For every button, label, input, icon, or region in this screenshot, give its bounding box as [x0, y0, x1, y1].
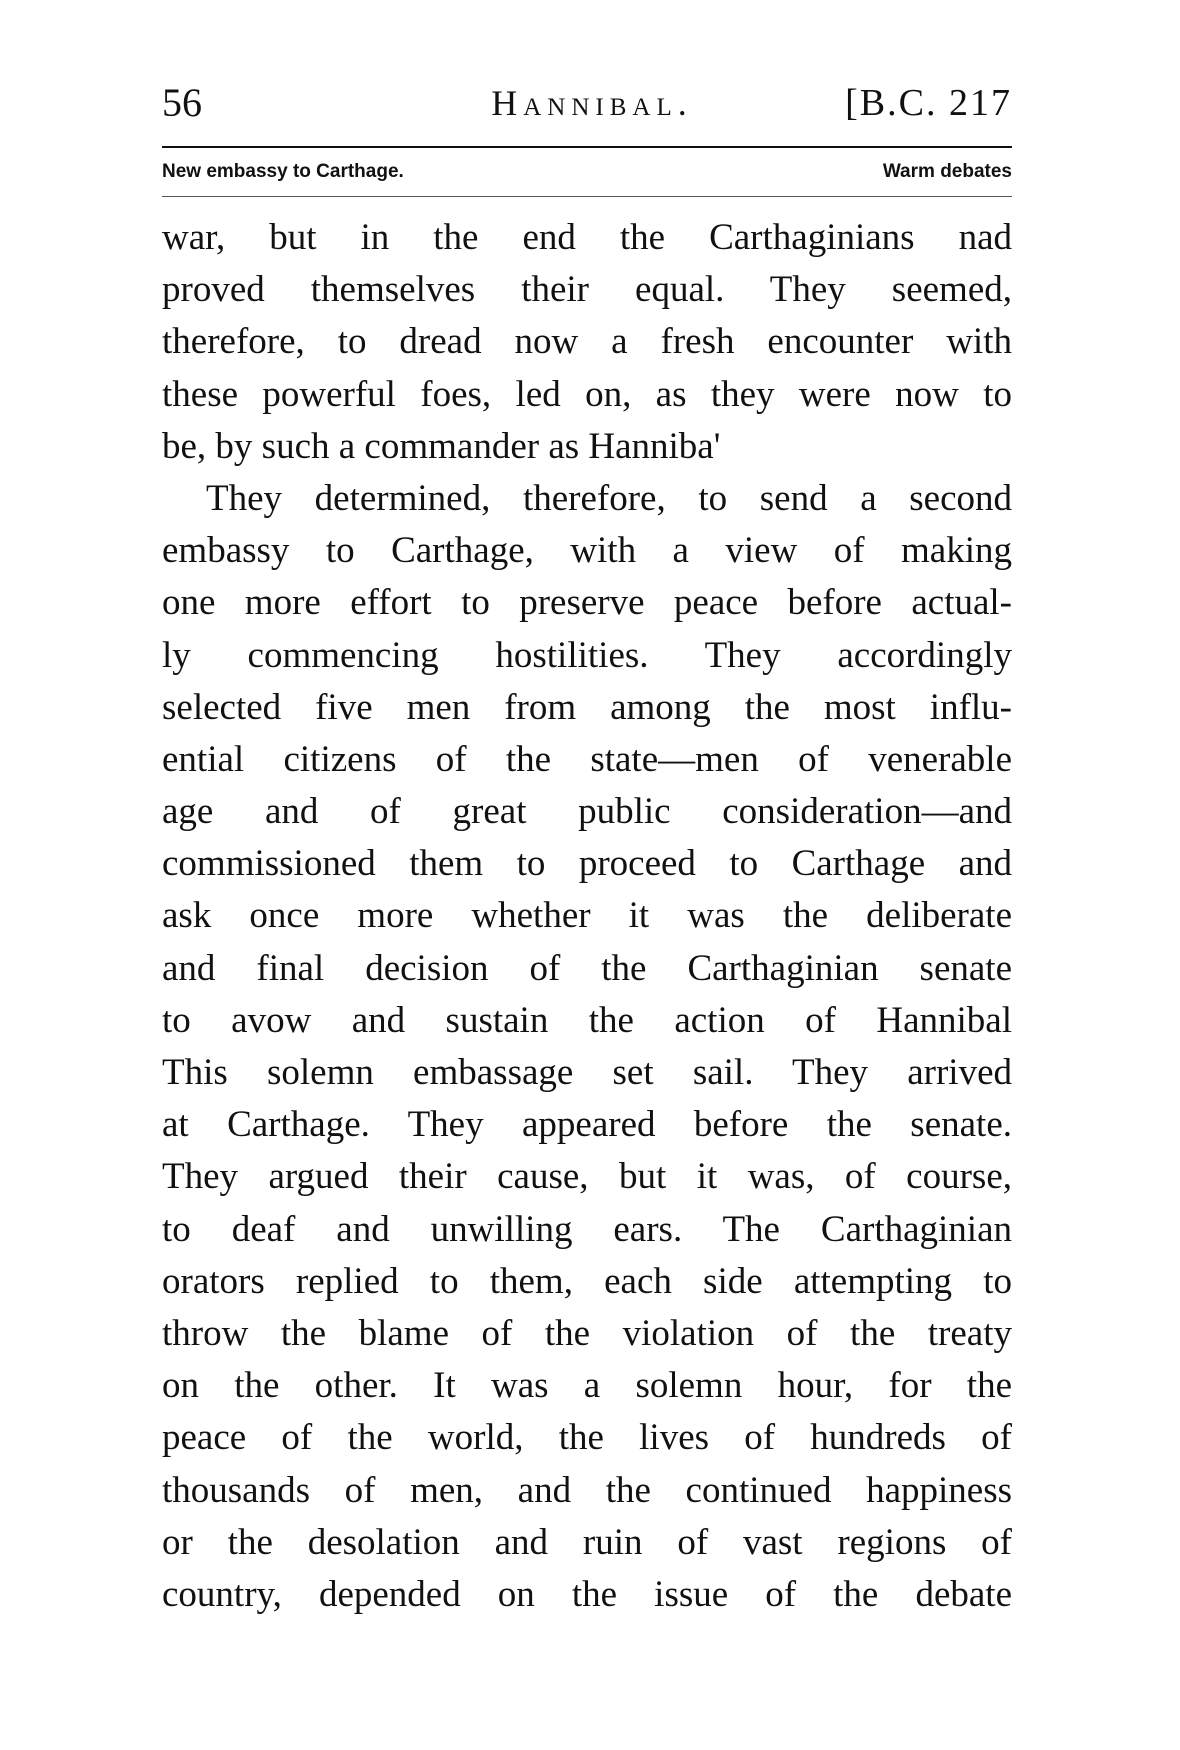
text-line: or the desolation and ruin of vast regions of: [162, 1521, 1012, 1563]
running-head: [162, 78, 1012, 128]
header-rule-top: [162, 146, 1012, 148]
text-line: throw the blame of the violation of the treaty: [162, 1312, 1012, 1354]
text-line: country, depended on the issue of the debate: [162, 1573, 1012, 1615]
text-line: these powerful foes, led on, as they were now to: [162, 373, 1012, 415]
text-line: embassy to Carthage, with a view of making: [162, 530, 1012, 572]
book-title: Hannibal.: [491, 83, 693, 123]
text-line: peace of the world, the lives of hundreds of: [162, 1417, 1012, 1459]
page-number: 56: [162, 80, 202, 125]
text-line: at Carthage. They appeared before the senate.: [162, 1104, 1012, 1146]
text-line: commissioned them to proceed to Carthage and: [162, 843, 1012, 885]
text-line: ask once more whether it was the deliberate: [162, 895, 1012, 937]
header-rule-bottom: [162, 196, 1012, 197]
text-line: ential citizens of the state—men of venerable: [162, 738, 1012, 780]
text-line: ly commencing hostilities. They accordingly: [162, 634, 1012, 676]
text-line: be, by such a commander as Hanniba': [162, 425, 721, 467]
text-line: to deaf and unwilling ears. The Carthaginian: [162, 1208, 1012, 1250]
text-line: This solemn embassage set sail. They arrived: [162, 1052, 1012, 1093]
text-line: therefore, to dread now a fresh encounter with: [162, 321, 1012, 363]
text-line: to avow and sustain the action of Hannibal: [162, 999, 1012, 1041]
text-line: They determined, therefore, to send a second: [206, 477, 1012, 519]
side-notes: [162, 158, 1012, 186]
text-line: and final decision of the Carthaginian senate: [162, 947, 1012, 989]
text-line: selected five men from among the most influ-: [162, 686, 1012, 728]
year-mark: [B.C. 217: [845, 82, 1012, 124]
body-text: [162, 212, 1012, 1621]
text-line: war, but in the end the Carthaginians nad: [162, 217, 1012, 258]
text-line: on the other. It was a solemn hour, for the: [162, 1365, 1012, 1407]
text-line: thousands of men, and the continued happiness: [162, 1469, 1012, 1511]
side-note-left: New embassy to Carthage.: [162, 161, 404, 182]
side-note-right: Warm debates: [882, 161, 1012, 182]
text-line: They argued their cause, but it was, of course,: [162, 1156, 1012, 1198]
text-line: proved themselves their equal. They seemed,: [162, 269, 1012, 311]
text-line: one more effort to preserve peace before actual-: [162, 582, 1012, 624]
text-line: orators replied to them, each side attempting to: [162, 1260, 1012, 1302]
text-line: age and of great public consideration—and: [162, 791, 1012, 833]
